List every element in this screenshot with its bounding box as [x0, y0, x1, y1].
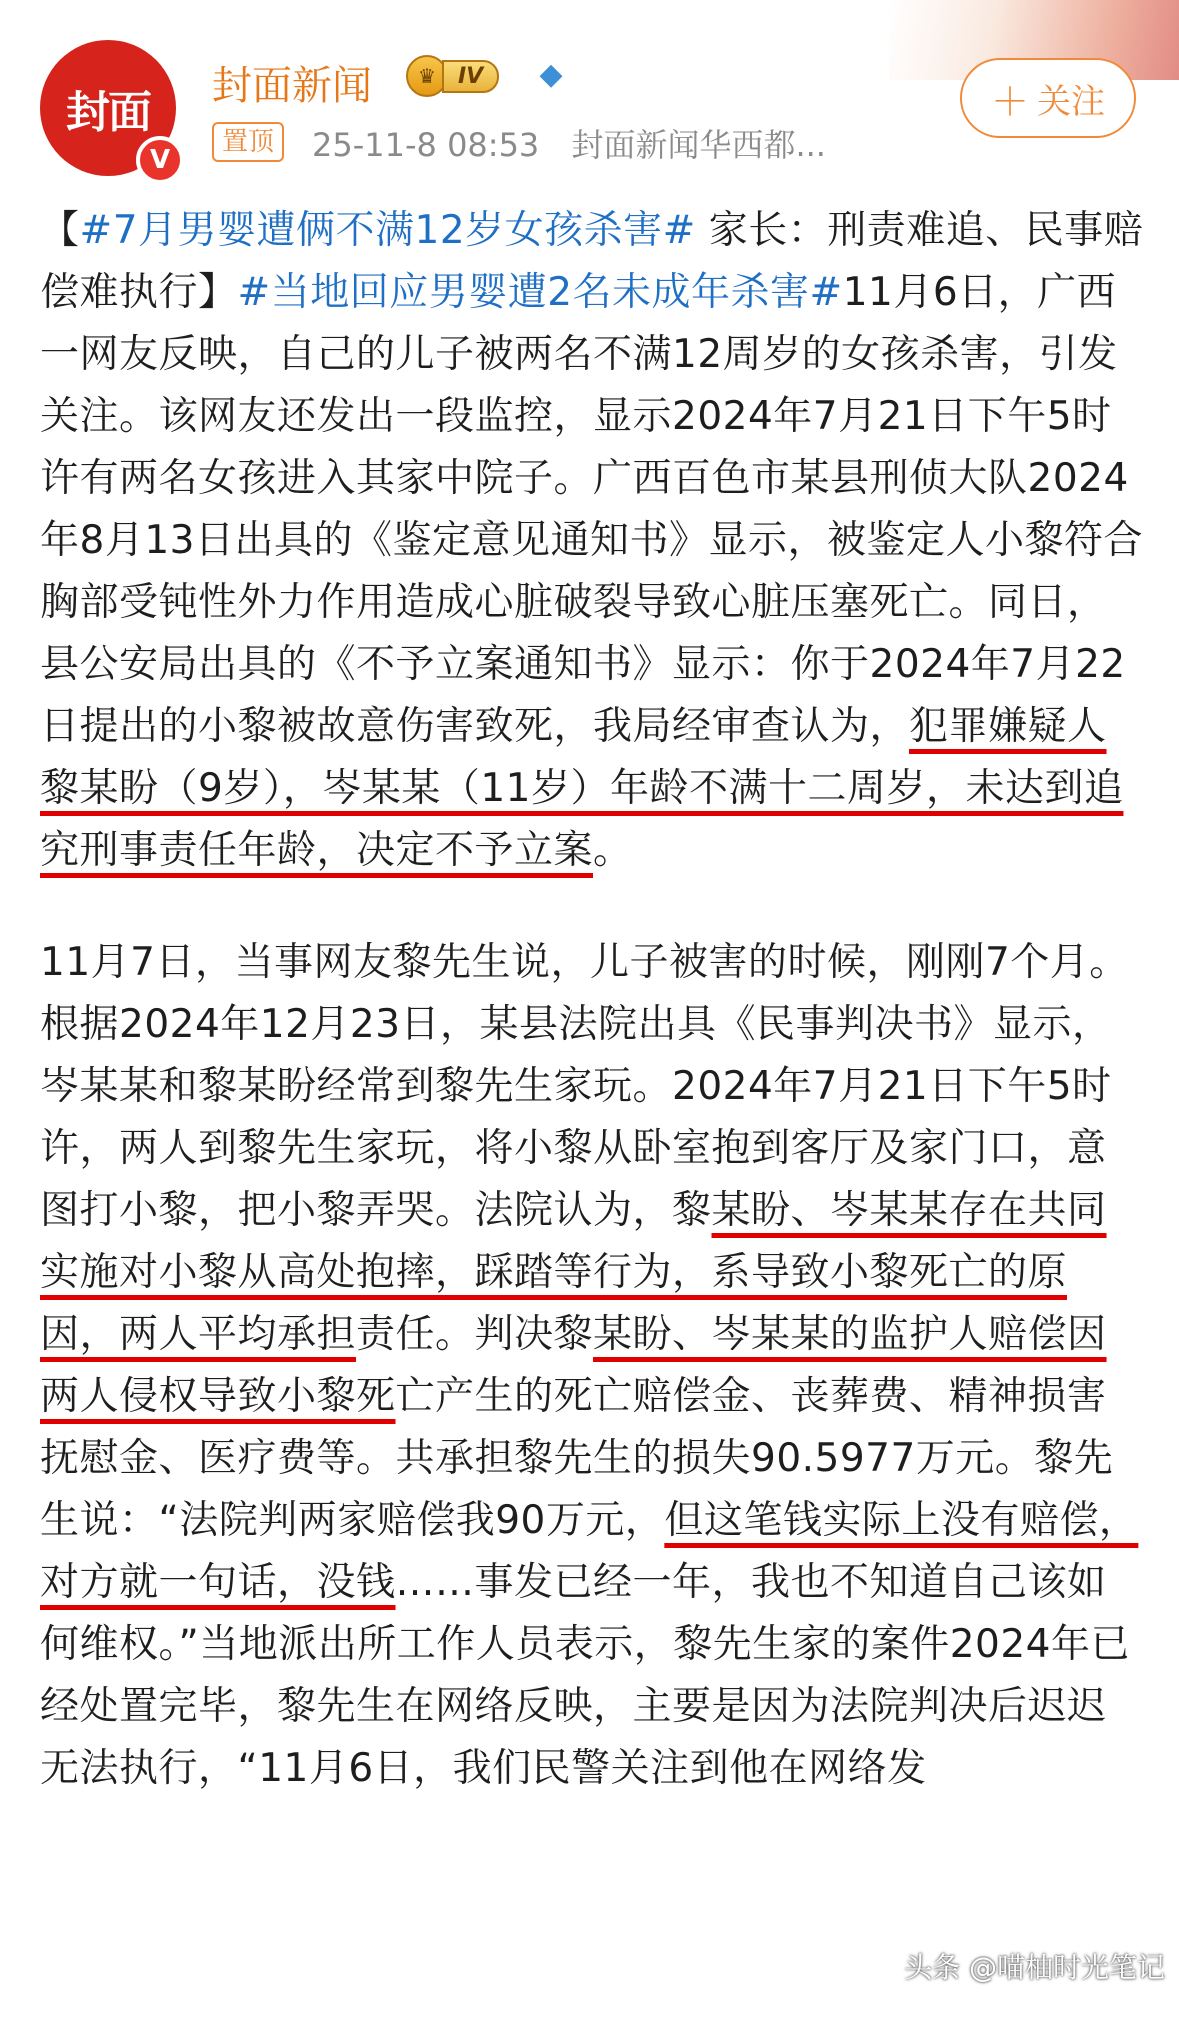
pinned-badge: 置顶: [212, 122, 284, 162]
text-segment: 11月7日，当事网友黎先生说，儿子被害的时候，刚刚7个月。根据2024年12月23日，某县法院出具《民事判决书》显示，岑某某和黎某盼经常到黎先生家玩。2024年7月21日下午5时许，两人到黎先生家玩，将小黎从卧室抱到客厅及家门口，意图打小黎，把小黎弄哭。法院认为，黎: [40, 940, 1129, 1233]
underlined-text: 某盼、岑某某的监护人赔偿因两人侵权导致小黎死: [40, 1312, 1107, 1419]
text-segment: 【: [40, 208, 80, 253]
hashtag-link[interactable]: #7月男婴遭俩不满12岁女孩杀害#: [79, 208, 696, 253]
post-paragraph-1: [40, 200, 1144, 882]
follow-label: 关注: [1037, 81, 1105, 122]
text-segment: 11月6日，广西一网友反映，自己的儿子被两名不满12周岁的女孩杀害，引发关注。该网友还发出一段监控，显示2024年7月21日下午5时许有两名女孩进入其家中院子。广西百色市某县刑侦大队2024年8月13日出具的《鉴定意见通知书》显示，被鉴定人小黎符合胸部受钝性外力作用造成心脏破裂导致心脏压塞死亡。同日，县公安局出具的《不予立案通知书》显示：你于2024年7月22日提出的小黎被故意伤害致死，我局经审查认为，: [40, 270, 1143, 749]
account-name[interactable]: 封面新闻: [212, 63, 372, 109]
post-paragraph-2: [40, 932, 1144, 1800]
level-text: IV: [442, 60, 499, 93]
post-time: 25-11-8 08:53: [312, 126, 540, 164]
post-body: [40, 200, 1144, 1800]
post-meta: [312, 120, 826, 166]
underlined-text: 但这笔钱实际上没有赔偿，对方就一句话，没钱: [40, 1498, 1139, 1605]
avatar-text: 封面: [66, 87, 150, 138]
hashtag-link[interactable]: #当地回应男婴遭2名未成年杀害#: [237, 270, 843, 315]
text-segment: 责任。判决黎: [356, 1312, 594, 1357]
watermark: 头条 @喵柚时光笔记: [904, 1951, 1165, 1984]
text-segment: 。: [593, 828, 633, 873]
text-segment: 亡产生的死亡赔偿金、丧葬费、精神损害抚慰金、医疗费等。共承担黎先生的损失90.5977万元。黎先生说：“法院判两家赔偿我90万元，: [40, 1374, 1114, 1543]
verified-icon: V: [136, 136, 184, 184]
text-segment: 家长：刑责难追、民事赔偿难执行】: [40, 208, 1144, 315]
plus-icon: ＋: [990, 79, 1029, 124]
underlined-text: 犯罪嫌疑人黎某盼（9岁），岑某某（11岁）年龄不满十二周岁，未达到追究刑事责任年龄，决定不予立案: [40, 704, 1124, 873]
diamond-icon: ◆: [539, 57, 563, 92]
crown-icon: ♛: [406, 55, 448, 97]
follow-button[interactable]: [960, 58, 1136, 138]
post-source: 封面新闻华西都...: [571, 126, 826, 164]
underlined-text: 某盼、岑某某存在共同实施对小黎从高处抱摔，踩踏等行为，系导致小黎死亡的原因，两人平均承担: [40, 1188, 1107, 1357]
text-segment: ……事发已经一年，我也不知道自己该如何维权。”当地派出所工作人员表示，黎先生家的案件2024年已经处置完毕，黎先生在网络反映，主要是因为法院判决后迟迟无法执行，“11月6日，我们民警关注到他在网络发: [40, 1560, 1130, 1791]
level-badge: [406, 56, 499, 96]
